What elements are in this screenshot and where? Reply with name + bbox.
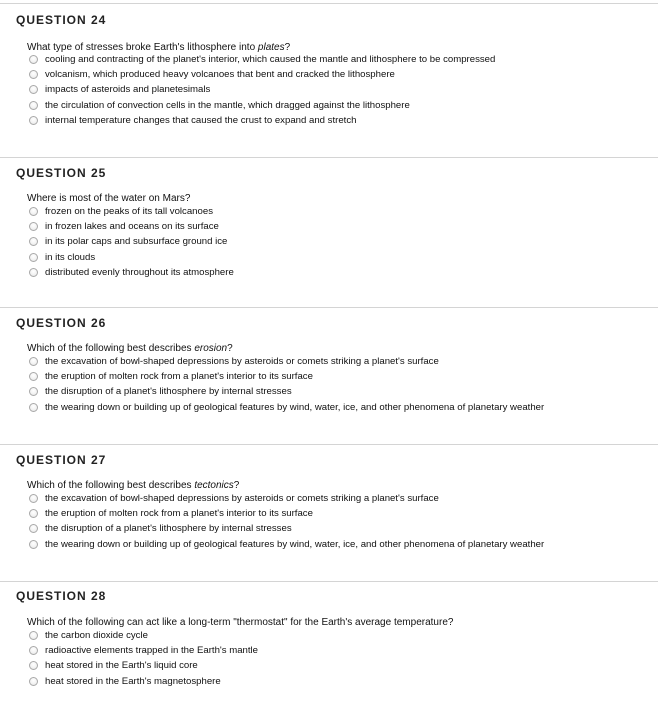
answer-option[interactable] <box>29 400 544 415</box>
radio-button-icon[interactable] <box>29 55 38 64</box>
radio-button-icon[interactable] <box>29 116 38 125</box>
answer-options <box>29 628 258 689</box>
radio-button-icon[interactable] <box>29 268 38 277</box>
question-prompt <box>27 343 233 354</box>
question-25 <box>0 157 658 300</box>
option-label[interactable]: the disruption of a planet's lithosphere by internal stresses <box>45 386 292 398</box>
radio-button-icon[interactable] <box>29 661 38 670</box>
prompt-text-end: ? <box>233 480 240 491</box>
option-label[interactable]: heat stored in the Earth's liquid core <box>45 660 198 672</box>
answer-option[interactable] <box>29 369 544 384</box>
answer-option[interactable] <box>29 658 258 673</box>
option-label[interactable]: the wearing down or building up of geological features by wind, water, ice, and other phenomena of planetary weather <box>45 401 545 413</box>
answer-option[interactable] <box>29 521 544 536</box>
option-label[interactable]: the eruption of molten rock from a planet's interior to its surface <box>45 508 313 520</box>
prompt-text-end: ? <box>284 42 291 53</box>
radio-button-icon[interactable] <box>29 494 38 503</box>
answer-option[interactable] <box>29 506 544 521</box>
radio-button-icon[interactable] <box>29 222 38 231</box>
prompt-emphasis: erosion <box>194 343 228 354</box>
answer-option[interactable] <box>29 265 234 280</box>
option-label[interactable]: the excavation of bowl-shaped depressions by asteroids or comets striking a planet's surface <box>45 493 439 505</box>
answer-option[interactable] <box>29 250 234 265</box>
answer-option[interactable] <box>29 354 544 369</box>
radio-button-icon[interactable] <box>29 253 38 262</box>
radio-button-icon[interactable] <box>29 237 38 246</box>
radio-button-icon[interactable] <box>29 372 38 381</box>
option-label[interactable]: the circulation of convection cells in the mantle, which dragged against the lithosphere <box>45 99 410 111</box>
prompt-text: Which of the following can act like a long-term "thermostat" for the Earth's average temperature? <box>27 617 454 628</box>
radio-button-icon[interactable] <box>29 70 38 79</box>
answer-option[interactable] <box>29 674 258 689</box>
option-label[interactable]: the eruption of molten rock from a planet's interior to its surface <box>45 371 313 383</box>
prompt-text: Where is most of the water on Mars? <box>27 193 191 204</box>
answer-options <box>29 354 544 415</box>
radio-button-icon[interactable] <box>29 207 38 216</box>
answer-options <box>29 204 234 280</box>
radio-button-icon[interactable] <box>29 357 38 366</box>
question-title: QUESTION 26 <box>16 316 107 330</box>
radio-button-icon[interactable] <box>29 403 38 412</box>
question-title: QUESTION 25 <box>16 166 107 180</box>
prompt-text: Which of the following best describes <box>27 480 195 491</box>
option-label[interactable]: impacts of asteroids and planetesimals <box>45 84 211 96</box>
question-27 <box>0 444 658 581</box>
answer-option[interactable] <box>29 82 495 97</box>
option-label[interactable]: in frozen lakes and oceans on its surface <box>45 221 219 233</box>
question-28 <box>0 581 658 701</box>
radio-button-icon[interactable] <box>29 524 38 533</box>
option-label[interactable]: the carbon dioxide cycle <box>45 630 148 642</box>
answer-option[interactable] <box>29 234 234 249</box>
option-label[interactable]: frozen on the peaks of its tall volcanoes <box>45 206 213 218</box>
option-label[interactable]: heat stored in the Earth's magnetosphere <box>45 675 221 687</box>
prompt-emphasis: plates <box>257 42 285 53</box>
radio-button-icon[interactable] <box>29 646 38 655</box>
answer-options <box>29 491 544 552</box>
answer-option[interactable] <box>29 98 495 113</box>
option-label[interactable]: internal temperature changes that caused the crust to expand and stretch <box>45 114 357 126</box>
option-label[interactable]: the wearing down or building up of geological features by wind, water, ice, and other phenomena of planetary weather <box>45 538 545 550</box>
option-label[interactable]: volcanism, which produced heavy volcanoes that bent and cracked the lithosphere <box>45 69 395 81</box>
question-title: QUESTION 24 <box>16 13 107 27</box>
prompt-text: What type of stresses broke Earth's lithosphere into <box>27 42 258 53</box>
option-label[interactable]: in its polar caps and subsurface ground ice <box>45 236 228 248</box>
answer-option[interactable] <box>29 384 544 399</box>
question-prompt <box>27 193 190 204</box>
radio-button-icon[interactable] <box>29 677 38 686</box>
answer-option[interactable] <box>29 643 258 658</box>
answer-option[interactable] <box>29 628 258 643</box>
option-label[interactable]: distributed evenly throughout its atmosphere <box>45 266 234 278</box>
question-26 <box>0 307 658 446</box>
answer-option[interactable] <box>29 52 495 67</box>
option-label[interactable]: cooling and contracting of the planet's interior, which caused the mantle and lithosphere to be compressed <box>45 54 496 66</box>
radio-button-icon[interactable] <box>29 509 38 518</box>
option-label[interactable]: in its clouds <box>45 251 96 263</box>
radio-button-icon[interactable] <box>29 387 38 396</box>
question-prompt <box>27 617 453 628</box>
question-prompt <box>27 480 239 491</box>
answer-option[interactable] <box>29 113 495 128</box>
answer-option[interactable] <box>29 537 544 552</box>
question-24 <box>0 3 658 151</box>
option-label[interactable]: the excavation of bowl-shaped depressions by asteroids or comets striking a planet's surface <box>45 356 439 368</box>
answer-option[interactable] <box>29 204 234 219</box>
option-label[interactable]: radioactive elements trapped in the Earth's mantle <box>45 645 259 657</box>
prompt-text: Which of the following best describes <box>27 343 195 354</box>
radio-button-icon[interactable] <box>29 540 38 549</box>
answer-option[interactable] <box>29 491 544 506</box>
radio-button-icon[interactable] <box>29 101 38 110</box>
answer-options <box>29 52 495 128</box>
prompt-emphasis: tectonics <box>194 480 234 491</box>
prompt-text-end: ? <box>227 343 233 354</box>
answer-option[interactable] <box>29 219 234 234</box>
question-title: QUESTION 28 <box>16 589 107 603</box>
radio-button-icon[interactable] <box>29 85 38 94</box>
question-title: QUESTION 27 <box>16 453 107 467</box>
answer-option[interactable] <box>29 67 495 82</box>
option-label[interactable]: the disruption of a planet's lithosphere by internal stresses <box>45 523 292 535</box>
radio-button-icon[interactable] <box>29 631 38 640</box>
